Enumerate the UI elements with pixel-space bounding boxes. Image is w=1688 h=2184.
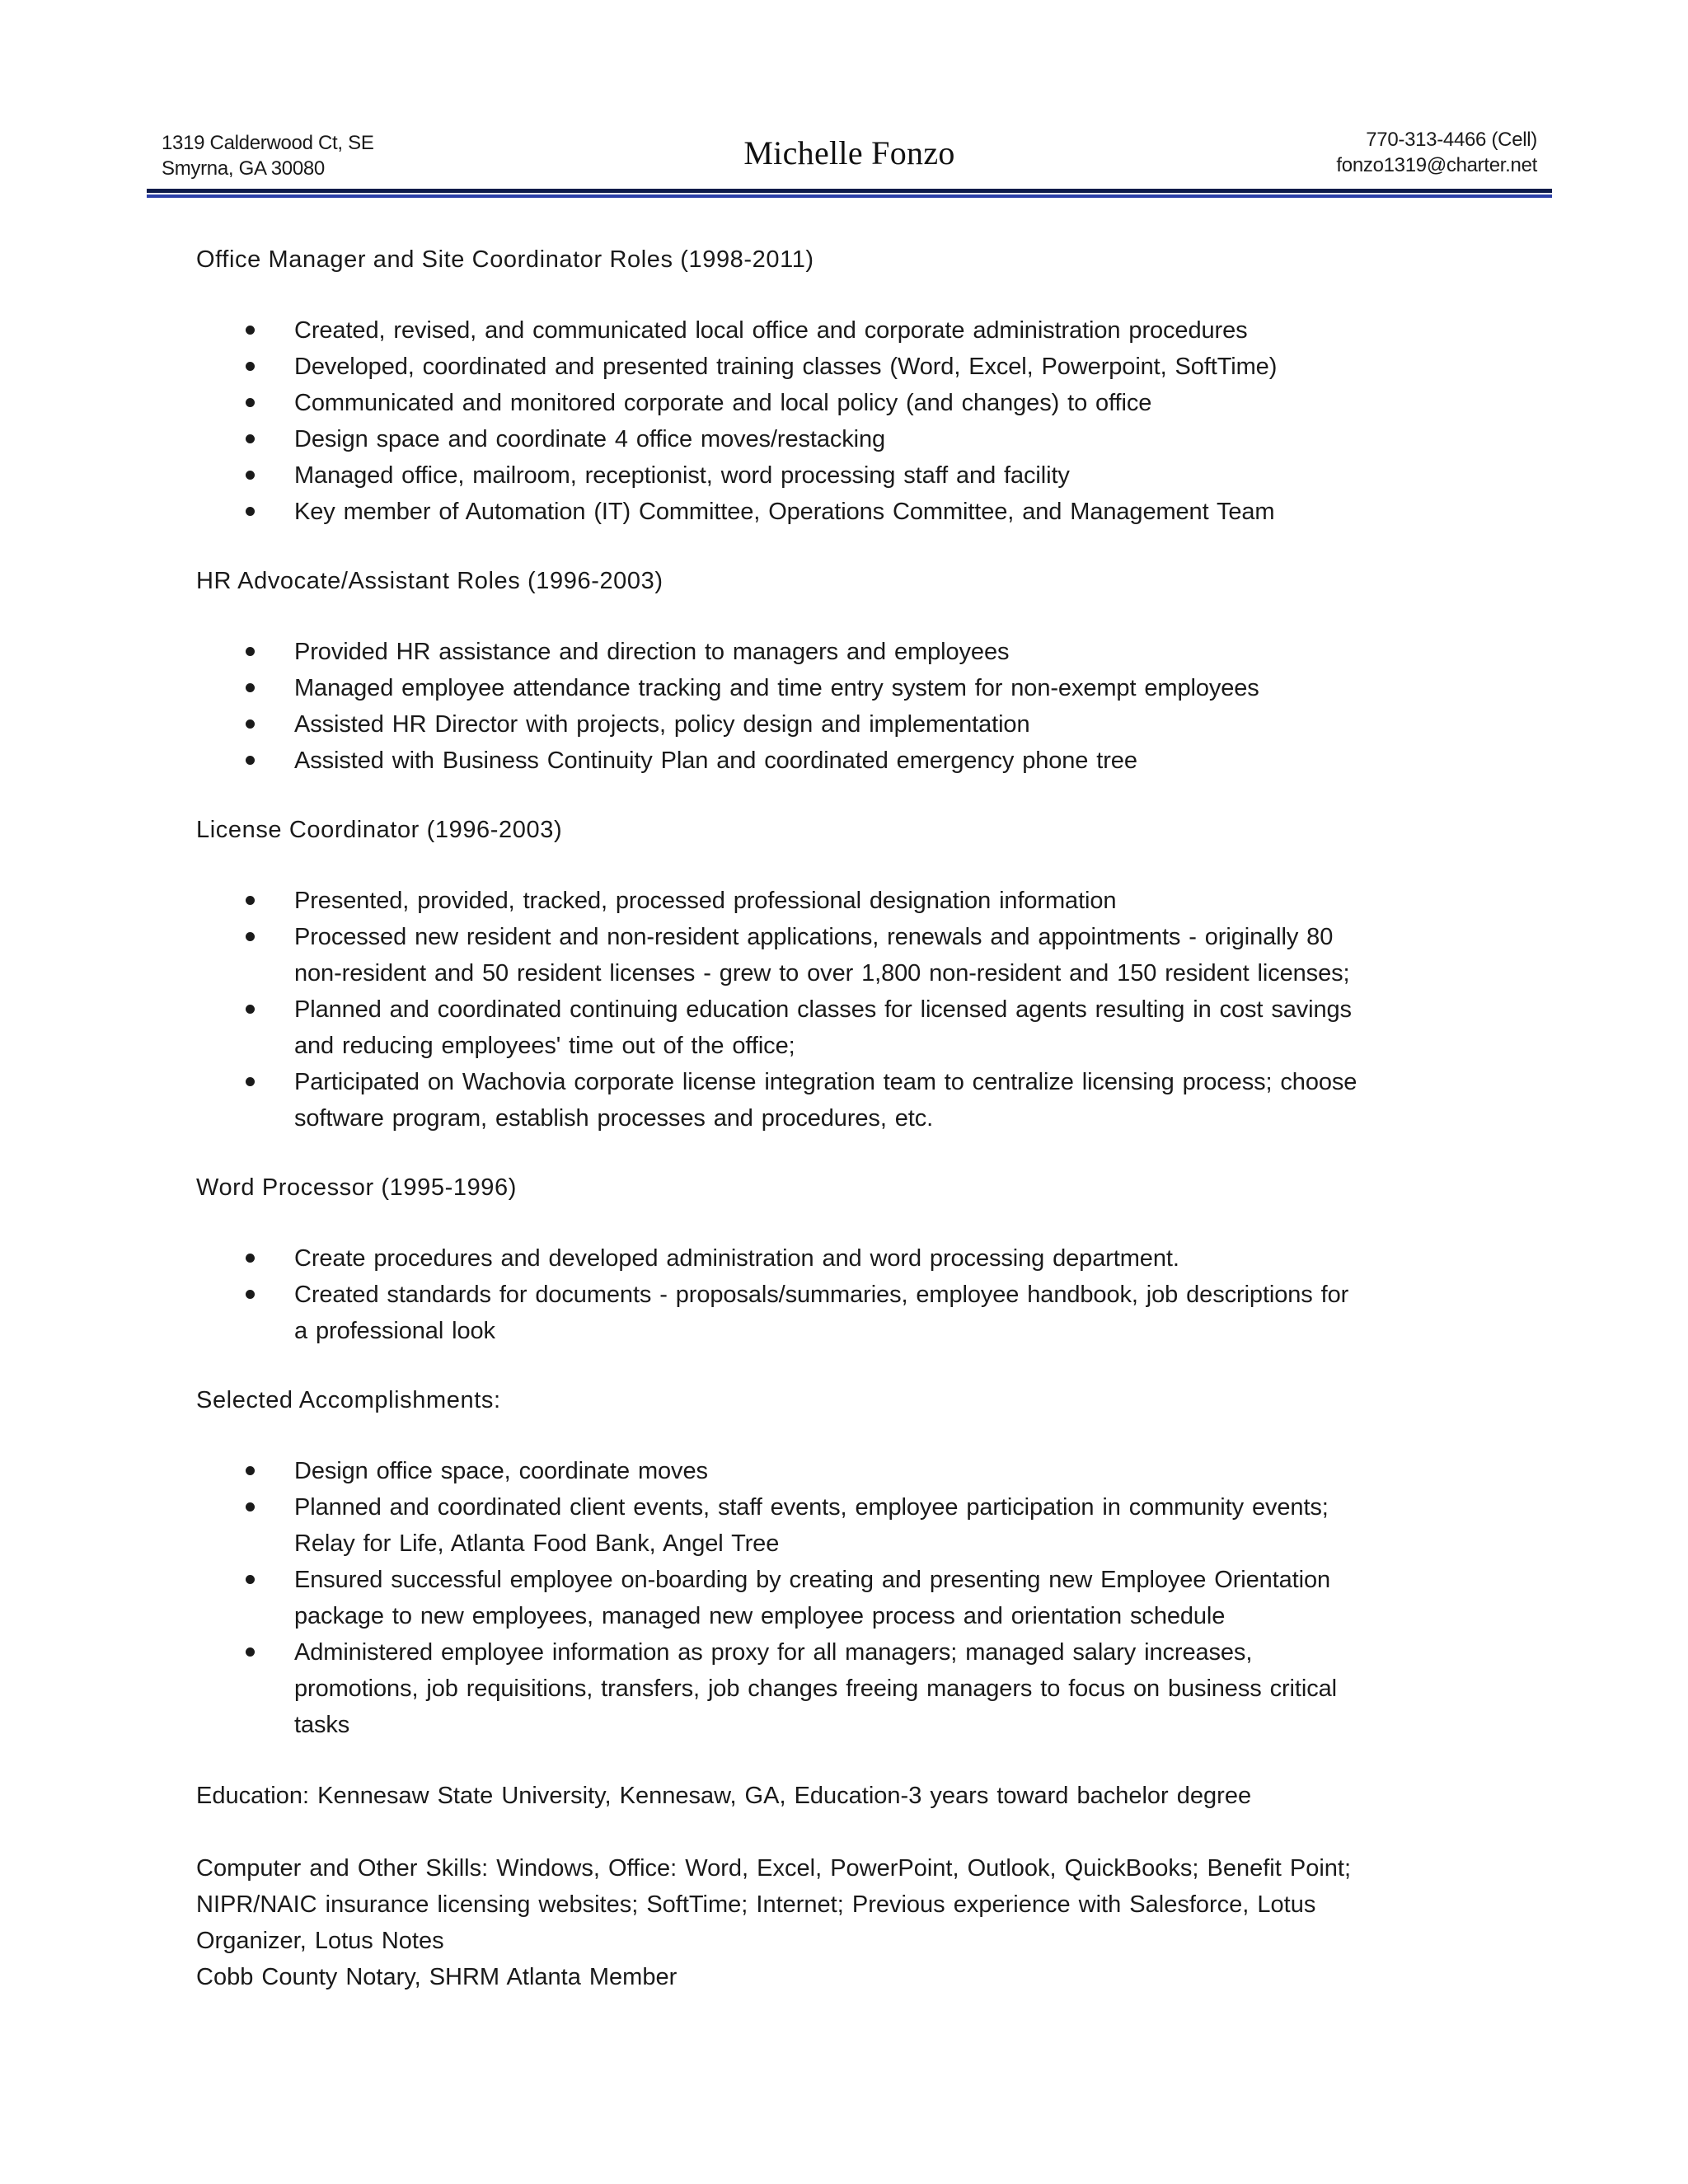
- resume-section: [196, 813, 1482, 1137]
- bullet-item: [196, 1240, 1482, 1277]
- bullet-list: [196, 634, 1482, 779]
- bullet-icon: [246, 1575, 255, 1584]
- bullet-text-line: Provided HR assistance and direction to managers and employees: [294, 639, 1010, 665]
- bullet-item: [196, 312, 1482, 349]
- bullet-text-line: Ensured successful employee on-boarding by creating and presenting new Employee Orientation: [294, 1567, 1331, 1593]
- bullet-item: [196, 706, 1482, 743]
- bullet-icon: [246, 756, 255, 765]
- bullet-item: [196, 670, 1482, 706]
- spacer: [196, 1814, 1482, 1850]
- section-title: Office Manager and Site Coordinator Roles (1998-2011): [196, 246, 814, 273]
- bullet-item: [196, 1562, 1482, 1634]
- bullet-text-line: a professional look: [294, 1318, 495, 1344]
- bullet-item: [196, 494, 1482, 530]
- bullet-icon: [246, 471, 255, 480]
- bullet-text-line: non-resident and 50 resident licenses - grew to over 1,800 non-resident and 150 resident licenses;: [294, 960, 1350, 987]
- bullet-text-line: Participated on Wachovia corporate license integration team to centralize licensing process; choose: [294, 1069, 1357, 1095]
- bullet-item: [196, 1489, 1482, 1562]
- resume-section: [196, 1171, 1482, 1349]
- bullet-icon: [246, 1254, 255, 1263]
- bullet-item: [196, 883, 1482, 919]
- bullet-icon: [246, 719, 255, 729]
- header-rule-blue: [147, 194, 1552, 198]
- address-line-1: 1319 Calderwood Ct, SE: [162, 132, 374, 154]
- bullet-item: [196, 421, 1482, 457]
- bullet-item: [196, 1277, 1482, 1349]
- candidate-name: Michelle Fonzo: [743, 134, 955, 171]
- bullet-list: [196, 883, 1482, 1137]
- skills-line: Computer and Other Skills: Windows, Office: Word, Excel, PowerPoint, Outlook, QuickBooks; Benefit Point;: [196, 1855, 1352, 1882]
- bullet-text-line: and reducing employees' time out of the office;: [294, 1033, 795, 1059]
- contact-block: [1336, 127, 1537, 178]
- resume-section: [196, 243, 1482, 530]
- bullet-icon: [246, 434, 255, 443]
- resume-section: [196, 1384, 1482, 1743]
- bullet-list: [196, 312, 1482, 530]
- header-rule-dark: [147, 189, 1552, 193]
- bullet-text-line: Presented, provided, tracked, processed professional designation information: [294, 888, 1117, 914]
- bullet-text-line: Design office space, coordinate moves: [294, 1458, 708, 1484]
- bullet-text-line: software program, establish processes and procedures, etc.: [294, 1105, 934, 1132]
- skills-line: Cobb County Notary, SHRM Atlanta Member: [196, 1964, 678, 1990]
- bullet-item: [196, 743, 1482, 779]
- email-address: fonzo1319@charter.net: [1336, 154, 1537, 176]
- bullet-text-line: Managed employee attendance tracking and time entry system for non-exempt employees: [294, 675, 1259, 701]
- bullet-item: [196, 385, 1482, 421]
- bullet-text-line: Relay for Life, Atlanta Food Bank, Angel Tree: [294, 1530, 780, 1557]
- bullet-icon: [246, 1502, 255, 1511]
- bullet-icon: [246, 1647, 255, 1657]
- bullet-text-line: Communicated and monitored corporate and local policy (and changes) to office: [294, 390, 1152, 416]
- resume-section: [196, 565, 1482, 779]
- bullet-text-line: Design space and coordinate 4 office moves/restacking: [294, 426, 886, 452]
- bullet-text-line: Planned and coordinated client events, staff events, employee participation in community events;: [294, 1494, 1329, 1521]
- bullet-icon: [246, 896, 255, 905]
- bullet-icon: [246, 932, 255, 941]
- bullet-icon: [246, 1005, 255, 1014]
- bullet-icon: [246, 507, 255, 516]
- bullet-text-line: Planned and coordinated continuing education classes for licensed agents resulting in cost savings: [294, 996, 1352, 1023]
- section-title: License Coordinator (1996-2003): [196, 817, 563, 843]
- section-title: Word Processor (1995-1996): [196, 1174, 518, 1201]
- bullet-text-line: package to new employees, managed new employee process and orientation schedule: [294, 1603, 1226, 1629]
- bullet-icon: [246, 647, 255, 656]
- bullet-icon: [246, 1077, 255, 1086]
- bullet-item: [196, 1634, 1482, 1743]
- bullet-text-line: Developed, coordinated and presented training classes (Word, Excel, Powerpoint, SoftTime): [294, 354, 1278, 380]
- education-line: Education: Kennesaw State University, Kennesaw, GA, Education-3 years toward bachelor degree: [196, 1783, 1252, 1809]
- bullet-icon: [246, 326, 255, 335]
- bullet-item: [196, 634, 1482, 670]
- bullet-item: [196, 457, 1482, 494]
- bullet-icon: [246, 398, 255, 407]
- bullet-text-line: Processed new resident and non-resident applications, renewals and appointments - originally 80: [294, 924, 1334, 950]
- bullet-item: [196, 1064, 1482, 1137]
- bullet-text-line: Create procedures and developed administration and word processing department.: [294, 1245, 1179, 1272]
- resume-body: [196, 243, 1482, 1995]
- section-title: HR Advocate/Assistant Roles (1996-2003): [196, 568, 663, 594]
- bullet-item: [196, 349, 1482, 385]
- phone-number: 770-313-4466 (Cell): [1366, 129, 1537, 151]
- bullet-text-line: Created, revised, and communicated local office and corporate administration procedures: [294, 317, 1248, 344]
- sections-container: [196, 243, 1482, 1743]
- bullet-icon: [246, 1290, 255, 1299]
- section-title: Selected Accomplishments:: [196, 1387, 501, 1413]
- address-line-2: Smyrna, GA 30080: [162, 157, 325, 180]
- bullet-text-line: Administered employee information as proxy for all managers; managed salary increases,: [294, 1639, 1253, 1666]
- bullet-list: [196, 1240, 1482, 1349]
- bullet-text-line: Key member of Automation (IT) Committee, Operations Committee, and Management Team: [294, 499, 1275, 525]
- bullet-icon: [246, 683, 255, 692]
- bullet-text-line: Created standards for documents - proposals/summaries, employee handbook, job descriptions for: [294, 1282, 1349, 1308]
- bullet-item: [196, 991, 1482, 1064]
- bullet-text-line: promotions, job requisitions, transfers, job changes freeing managers to focus on business critical: [294, 1675, 1337, 1702]
- bullet-text-line: Assisted with Business Continuity Plan and coordinated emergency phone tree: [294, 748, 1137, 774]
- resume-header: [147, 124, 1552, 185]
- bullet-item: [196, 1453, 1482, 1489]
- skills-line: Organizer, Lotus Notes: [196, 1928, 444, 1954]
- bullet-icon: [246, 362, 255, 371]
- bullet-text-line: Managed office, mailroom, receptionist, word processing staff and facility: [294, 462, 1070, 489]
- bullet-item: [196, 919, 1482, 991]
- skills-block: [196, 1850, 1482, 1995]
- bullet-icon: [246, 1466, 255, 1475]
- bullet-text-line: Assisted HR Director with projects, policy design and implementation: [294, 711, 1030, 738]
- skills-line: NIPR/NAIC insurance licensing websites; SoftTime; Internet; Previous experience with Salesforce, Lotus: [196, 1891, 1316, 1918]
- bullet-list: [196, 1453, 1482, 1743]
- bullet-text-line: tasks: [294, 1712, 350, 1738]
